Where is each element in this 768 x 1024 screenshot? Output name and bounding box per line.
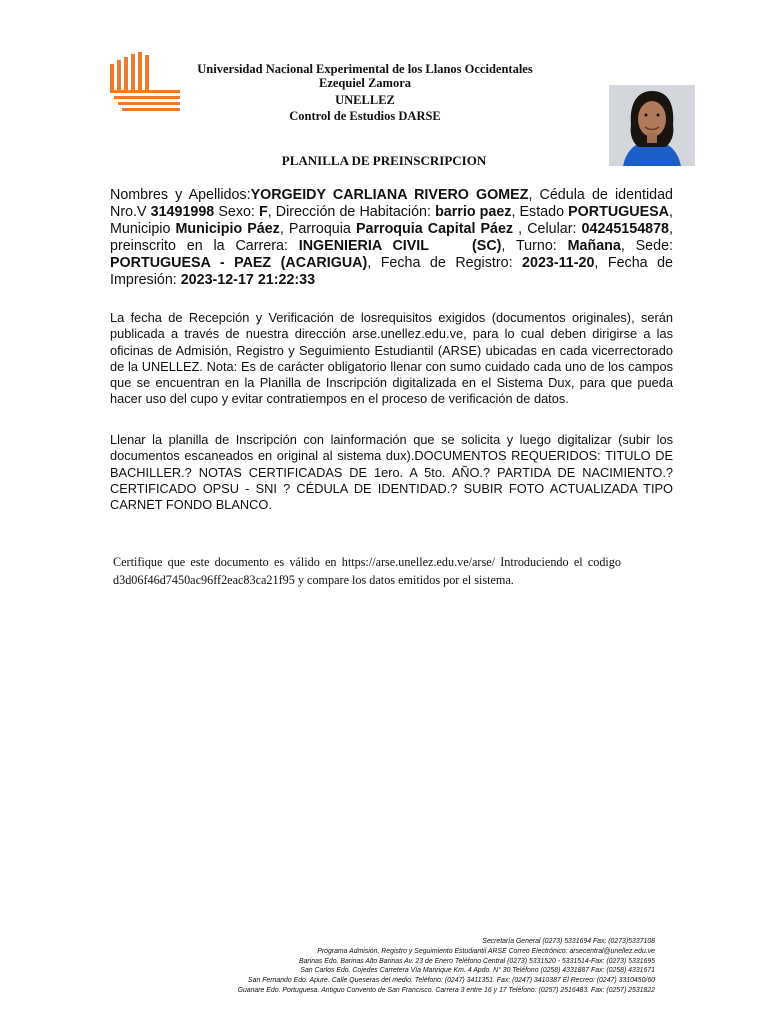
student-sexo: F [259,204,268,220]
certification-note: Certifique que este documento es válido en https://arse.unellez.edu.ve/arse/ Introduciendo el codigo d3d06f46d7450ac96ff2eac83ca21f95 y compare los datos emitidos por el sistema. [113,555,621,587]
footer-line: San Carlos Edo. Cojedes Carretera Vía Manrique Km. 4 Apdo. N° 30 Teléfono (0258) 4331887 Fax: (0258) 4331671 [300,967,655,975]
label-estado: , Estado [511,204,569,220]
label-direccion: , Dirección de Habitación: [267,204,436,220]
student-names: YORGEIDY CARLIANA RIVERO GOMEZ [250,187,529,203]
student-turno: Mañana [567,238,621,254]
student-cedula: 31491998 [150,204,215,220]
footer-line: San Fernando Edo. Apure. Calle Queseras del medio. Teléfono: (0247) 3411351. Fax: (0247) 3410387 El Recreo: (0247) 3310450/60 [248,977,655,985]
university-name: Universidad Nacional Experimental de los Llanos Occidentales [197,62,533,76]
student-fecha-registro: 2023-11-20 [522,255,595,271]
footer-line: Programa Admisión, Registro y Seguimiento Estudiantil ARSE Correo Electrónico: arsecentral@unellez.edu.ve [317,947,655,955]
student-municipio: Municipio Páez [175,221,280,237]
label-celular: , Celular: [513,221,582,237]
label-sexo: Sexo: [214,204,259,220]
department-name: Control de Estudios DARSE [289,109,441,123]
label-cedula: , Cédula de identidad Nro.V [110,187,673,220]
university-person-name: Ezequiel Zamora [318,76,411,90]
label-municipio: , Municipio [110,204,673,237]
footer-line: Secretaría General (0273) 5331694 Fax: (0273)5337108 [482,938,655,945]
student-celular: 04245154878 [581,221,670,237]
student-parroquia: Parroquia Capital Páez [355,221,514,237]
student-direccion: barrio paez [435,204,512,220]
label-carrera: , preinscrito en la Carrera: [110,221,673,254]
student-sede: PORTUGUESA - PAEZ (ACARIGUA) [110,255,368,271]
student-estado: PORTUGUESA [568,204,669,220]
document-title: PLANILLA DE PREINSCRIPCION [281,153,487,168]
university-acronym: UNELLEZ [335,93,395,107]
label-names: Nombres y Apellidos: [110,187,251,203]
footer-line: Guanare Edo. Portuguesa. Antiguo Convento de San Francisco. Carrera 3 entre 16 y 17 Teléfono: (0257) 2516483. Fax: (0257) 2531822 [237,986,655,994]
label-sede: , Sede: [620,238,673,254]
student-fecha-impresion: 2023-12-17 21:22:33 [180,272,316,288]
label-registro: , Fecha de Registro: [367,255,523,271]
student-info-paragraph [110,187,673,289]
reception-paragraph: La fecha de Recepción y Verificación de losrequisitos exigidos (documentos originales), serán publicada a través de nuestra dirección arse.unellez.edu.ve, para lo cual deben dirigirse a las oficinas de Admisión, Registro y Seguimiento Estudiantil (ARSE) ubicadas en cada vicerrectorado de la UNELLEZ. Nota: Es de carácter obligatorio llenar con sumo cuidado cada uno de los campos que se encuentran en la Planilla de Inscripción digitalizada en el Sistema Dux, para que pueda hacer uso del cupo y evitar contratiempos en el proceso de verificación de datos. [110,310,673,407]
student-carrera: INGENIERIA CIVIL (SC) [298,238,502,254]
requirements-paragraph: Llenar la planilla de Inscripción con lainformación que se solicita y luego digitalizar (subir los documentos escaneados en original al sistema dux).DOCUMENTOS REQUERIDOS: TITULO DE BACHILLER.? NOTAS CERTIFICADAS DE 1ero. A 5to. AÑO.? PARTIDA DE NACIMIENTO.? CERTIFICADO OPSU - SNI ? CÉDULA DE IDENTIDAD.? SUBIR FOTO ACTUALIZADA TIPO CARNET FONDO BLANCO. [110,432,673,513]
footer-line: Barinas Edo. Barinas Alto Barinas Av. 23 de Enero Teléfono Central (0273) 5331520 - 5331514-Fax: (0273) 5331695 [299,957,655,965]
label-impresion: , Fecha de Impresión: [110,255,673,288]
label-turno: , Turno: [501,238,568,254]
footer-contacts [135,937,655,996]
label-parroquia: , Parroquia [279,221,356,237]
